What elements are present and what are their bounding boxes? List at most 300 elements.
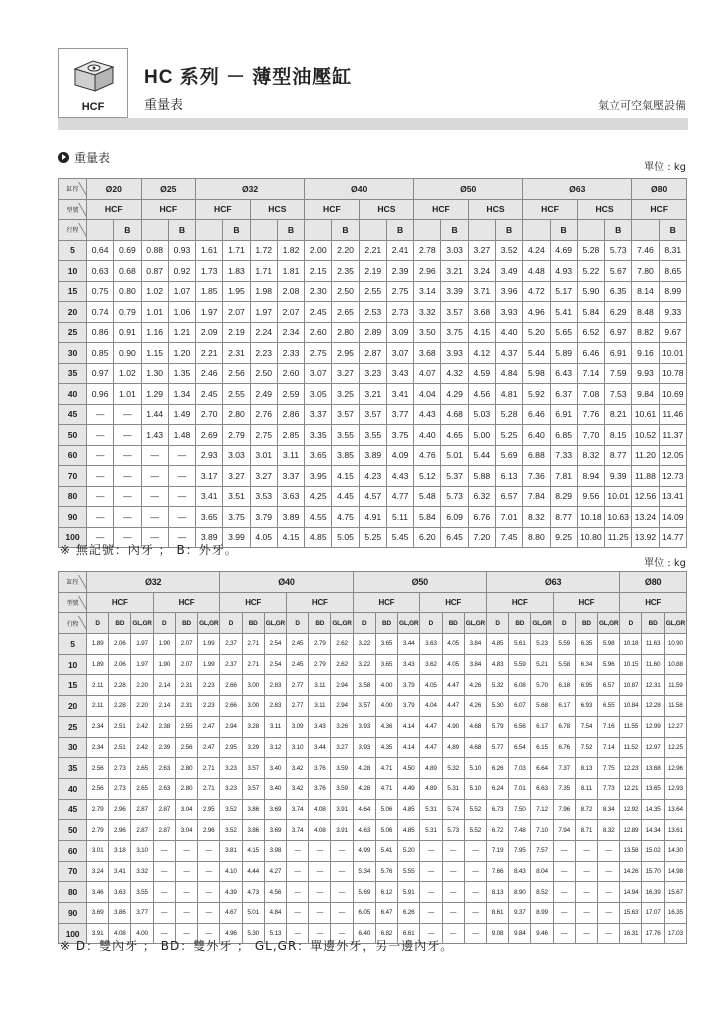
- sub-header: BD: [309, 613, 331, 634]
- weight-cell: 6.55: [598, 696, 620, 717]
- weight-cell: 3.17: [196, 466, 223, 487]
- weight-cell: 15.63: [620, 903, 642, 924]
- weight-cell: 2.34: [87, 716, 109, 737]
- stroke-label: 70: [59, 861, 87, 882]
- weight-cell: 1.06: [168, 302, 195, 323]
- weight-cell: 3.07: [386, 343, 413, 364]
- weight-cell: 2.94: [331, 675, 353, 696]
- type-header: HCF: [87, 592, 154, 613]
- weight-cell: 3.84: [464, 634, 486, 655]
- weight-cell: —: [442, 840, 464, 861]
- weight-cell: 4.56: [264, 882, 286, 903]
- bore-header: Ø80: [632, 179, 687, 200]
- sub-header: [141, 220, 168, 241]
- weight-cell: 2.56: [87, 758, 109, 779]
- stroke-label: 60: [59, 445, 87, 466]
- weight-cell: 2.69: [196, 425, 223, 446]
- weight-cell: 2.73: [109, 758, 131, 779]
- weight-cell: 4.26: [464, 696, 486, 717]
- weight-cell: 4.85: [398, 799, 420, 820]
- weight-cell: 4.47: [442, 675, 464, 696]
- cylinder-icon: [71, 57, 117, 95]
- weight-cell: 16.31: [620, 923, 642, 944]
- weight-cell: 8.99: [531, 903, 553, 924]
- weight-cell: 7.73: [598, 778, 620, 799]
- weight-cell: 8.14: [632, 281, 659, 302]
- table-row: [59, 404, 687, 425]
- weight-cell: 0.90: [114, 343, 141, 364]
- weight-cell: —: [114, 404, 141, 425]
- weight-cell: 5.31: [442, 778, 464, 799]
- weight-cell: 2.87: [131, 820, 153, 841]
- weight-cell: 4.65: [441, 425, 468, 446]
- weight-cell: 10.63: [605, 507, 632, 528]
- weight-cell: 1.73: [196, 261, 223, 282]
- sub-header: B: [223, 220, 250, 241]
- weight-cell: —: [286, 923, 308, 944]
- weight-cell: 2.79: [223, 425, 250, 446]
- weight-cell: 3.39: [441, 281, 468, 302]
- weight-cell: 3.63: [420, 634, 442, 655]
- weight-cell: 3.95: [305, 466, 332, 487]
- weight-cell: 7.08: [577, 384, 604, 405]
- weight-cell: 4.91: [359, 507, 386, 528]
- weight-cell: 0.97: [87, 363, 114, 384]
- weight-cell: 4.56: [468, 384, 495, 405]
- weight-cell: 8.11: [575, 778, 597, 799]
- weight-cell: 14.30: [664, 840, 686, 861]
- weight-cell: 2.93: [196, 445, 223, 466]
- weight-cell: 9.37: [509, 903, 531, 924]
- weight-cell: 12.27: [664, 716, 686, 737]
- weight-cell: 3.86: [109, 903, 131, 924]
- weight-cell: —: [141, 486, 168, 507]
- weight-cell: 3.49: [495, 261, 522, 282]
- weight-cell: 6.46: [577, 343, 604, 364]
- weight-cell: 6.17: [531, 716, 553, 737]
- page-title: HC 系列 － 薄型油壓缸: [144, 67, 353, 88]
- weight-cell: 3.22: [353, 634, 375, 655]
- weight-cell: 6.52: [577, 322, 604, 343]
- weight-cell: 3.93: [441, 343, 468, 364]
- weight-cell: 3.52: [220, 799, 242, 820]
- weight-cell: 5.88: [468, 466, 495, 487]
- weight-cell: 2.07: [175, 634, 197, 655]
- weight-cell: 3.74: [286, 799, 308, 820]
- weight-cell: 8.99: [659, 281, 686, 302]
- weight-cell: 8.43: [509, 861, 531, 882]
- sub-header: D: [153, 613, 175, 634]
- weight-cell: —: [114, 466, 141, 487]
- sub-header: B: [277, 220, 304, 241]
- weight-cell: 3.57: [242, 758, 264, 779]
- weight-cell: 13.24: [632, 507, 659, 528]
- weight-cell: —: [420, 861, 442, 882]
- stroke-label: 25: [59, 322, 87, 343]
- weight-cell: 12.89: [620, 820, 642, 841]
- sub-header: D: [87, 613, 109, 634]
- sub-header: B: [659, 220, 686, 241]
- weight-cell: 8.34: [598, 799, 620, 820]
- type-header: HCF: [353, 592, 420, 613]
- weight-cell: 4.96: [220, 923, 242, 944]
- weight-cell: 1.07: [168, 281, 195, 302]
- table-row: [59, 343, 687, 364]
- sub-header: [196, 220, 223, 241]
- weight-cell: —: [198, 903, 220, 924]
- weight-cell: 7.53: [605, 384, 632, 405]
- weight-cell: —: [198, 840, 220, 861]
- weight-cell: 2.87: [131, 799, 153, 820]
- weight-cell: 2.62: [331, 634, 353, 655]
- weight-cell: 10.15: [620, 654, 642, 675]
- weight-cell: 4.93: [550, 261, 577, 282]
- weight-cell: 4.71: [375, 758, 397, 779]
- weight-cell: 5.44: [523, 343, 550, 364]
- weight-cell: 3.74: [286, 820, 308, 841]
- unit-label: 單位 : kg: [644, 558, 686, 569]
- weight-cell: 2.07: [175, 654, 197, 675]
- weight-cell: 4.15: [277, 527, 304, 548]
- weight-cell: 2.75: [250, 425, 277, 446]
- corner-bore: 缸徑: [59, 179, 87, 200]
- weight-cell: 2.71: [198, 758, 220, 779]
- weight-cell: 5.73: [442, 820, 464, 841]
- weight-cell: —: [553, 840, 575, 861]
- weight-cell: 2.79: [87, 799, 109, 820]
- sub-header: GL,GR: [464, 613, 486, 634]
- stroke-label: 30: [59, 737, 87, 758]
- weight-cell: 5.61: [509, 634, 531, 655]
- weight-cell: —: [114, 507, 141, 528]
- bore-header: Ø32: [196, 179, 305, 200]
- weight-cell: 5.00: [468, 425, 495, 446]
- weight-cell: 2.53: [359, 302, 386, 323]
- weight-cell: —: [331, 923, 353, 944]
- weight-cell: 8.04: [531, 861, 553, 882]
- weight-cell: —: [464, 861, 486, 882]
- weight-cell: 1.20: [168, 343, 195, 364]
- weight-cell: 3.41: [386, 384, 413, 405]
- weight-cell: 4.83: [486, 654, 508, 675]
- weight-cell: 6.47: [375, 903, 397, 924]
- weight-cell: 2.94: [220, 716, 242, 737]
- weight-cell: 5.20: [398, 840, 420, 861]
- weight-cell: 6.95: [575, 675, 597, 696]
- type-header: HCF: [620, 592, 687, 613]
- weight-cell: 6.12: [375, 882, 397, 903]
- weight-cell: 5.69: [495, 445, 522, 466]
- bore-header-row: [59, 179, 687, 200]
- weight-cell: 17.03: [664, 923, 686, 944]
- weight-cell: 4.68: [441, 404, 468, 425]
- weight-cell: 2.80: [223, 404, 250, 425]
- weight-cell: 0.96: [87, 384, 114, 405]
- type-header-row: [59, 199, 687, 220]
- weight-cell: 7.84: [523, 486, 550, 507]
- weight-cell: 5.98: [598, 634, 620, 655]
- weight-cell: 3.57: [441, 302, 468, 323]
- sub-header: D: [620, 613, 642, 634]
- weight-cell: 2.41: [386, 240, 413, 261]
- weight-cell: 3.93: [495, 302, 522, 323]
- weight-cell: 8.71: [575, 820, 597, 841]
- table-row: [59, 486, 687, 507]
- weight-cell: 4.27: [264, 861, 286, 882]
- weight-cell: 3.10: [131, 840, 153, 861]
- weight-cell: 4.35: [375, 737, 397, 758]
- table-row: [59, 322, 687, 343]
- weight-cell: 4.48: [523, 261, 550, 282]
- weight-cell: 1.30: [141, 363, 168, 384]
- weight-cell: 10.01: [605, 486, 632, 507]
- weight-cell: 1.83: [223, 261, 250, 282]
- weight-cell: 2.71: [242, 654, 264, 675]
- weight-cell: 5.13: [264, 923, 286, 944]
- corner-stroke: 行程: [59, 613, 87, 634]
- weight-cell: 6.24: [486, 778, 508, 799]
- table-row: [59, 882, 687, 903]
- weight-cell: 7.45: [495, 527, 522, 548]
- weight-cell: 2.60: [305, 322, 332, 343]
- weight-cell: 3.43: [398, 654, 420, 675]
- weight-cell: 4.84: [495, 363, 522, 384]
- product-logo: [58, 48, 128, 118]
- stroke-label: 15: [59, 281, 87, 302]
- weight-cell: 11.55: [620, 716, 642, 737]
- weight-cell: 2.96: [414, 261, 441, 282]
- sub-header: GL,GR: [131, 613, 153, 634]
- weight-cell: 3.89: [359, 445, 386, 466]
- weight-cell: 2.83: [264, 675, 286, 696]
- weight-cell: 3.55: [359, 425, 386, 446]
- weight-cell: 3.65: [196, 507, 223, 528]
- weight-cell: —: [598, 903, 620, 924]
- weight-cell: 3.77: [131, 903, 153, 924]
- weight-cell: 5.06: [375, 820, 397, 841]
- weight-cell: 1.01: [114, 384, 141, 405]
- weight-cell: 6.15: [531, 737, 553, 758]
- weight-cell: 12.96: [664, 758, 686, 779]
- stroke-label: 90: [59, 903, 87, 924]
- weight-cell: 11.59: [664, 675, 686, 696]
- weight-cell: 3.29: [242, 737, 264, 758]
- weight-cell: 12.73: [659, 466, 686, 487]
- weight-cell: 5.84: [414, 507, 441, 528]
- weight-cell: —: [114, 527, 141, 548]
- weight-cell: 5.37: [441, 466, 468, 487]
- weight-cell: 2.20: [332, 240, 359, 261]
- weight-cell: 3.05: [305, 384, 332, 405]
- type-header: HCS: [468, 199, 523, 220]
- weight-cell: 3.75: [386, 425, 413, 446]
- weight-cell: 6.20: [414, 527, 441, 548]
- weight-cell: —: [553, 861, 575, 882]
- weight-cell: 4.85: [486, 634, 508, 655]
- weight-cell: 0.69: [114, 240, 141, 261]
- weight-cell: 7.14: [598, 737, 620, 758]
- weight-cell: —: [87, 425, 114, 446]
- weight-cell: 3.11: [309, 696, 331, 717]
- weight-cell: 9.39: [605, 466, 632, 487]
- stroke-label: 35: [59, 758, 87, 779]
- weight-cell: —: [331, 861, 353, 882]
- weight-cell: 8.32: [523, 507, 550, 528]
- stroke-label: 100: [59, 923, 87, 944]
- weight-cell: 6.09: [441, 507, 468, 528]
- table-row: [59, 425, 687, 446]
- weight-cell: 4.47: [442, 696, 464, 717]
- weight-cell: 3.93: [353, 737, 375, 758]
- stroke-label: 35: [59, 363, 87, 384]
- weight-cell: —: [575, 840, 597, 861]
- weight-cell: 15.02: [642, 840, 664, 861]
- weight-cell: 5.01: [441, 445, 468, 466]
- weight-cell: 8.29: [550, 486, 577, 507]
- sub-header: B: [605, 220, 632, 241]
- weight-cell: 14.35: [642, 799, 664, 820]
- weight-cell: 4.63: [353, 820, 375, 841]
- weight-cell: 10.18: [577, 507, 604, 528]
- weight-cell: 3.22: [353, 654, 375, 675]
- weight-cell: 5.41: [375, 840, 397, 861]
- table-row: [59, 840, 687, 861]
- weight-cell: 4.29: [441, 384, 468, 405]
- type-header: HCS: [359, 199, 414, 220]
- weight-cell: 3.55: [332, 425, 359, 446]
- weight-cell: 2.33: [277, 343, 304, 364]
- weight-cell: 5.32: [442, 758, 464, 779]
- weight-cell: 8.82: [632, 322, 659, 343]
- weight-cell: 3.35: [305, 425, 332, 446]
- weight-cell: 2.07: [277, 302, 304, 323]
- weight-cell: 1.16: [141, 322, 168, 343]
- weight-cell: 3.86: [242, 820, 264, 841]
- weight-cell: 2.45: [286, 654, 308, 675]
- weight-cell: 2.63: [153, 778, 175, 799]
- sub-header: [250, 220, 277, 241]
- weight-cell: 4.15: [332, 466, 359, 487]
- weight-cell: —: [553, 903, 575, 924]
- weight-cell: —: [420, 840, 442, 861]
- type-header: HCF: [632, 199, 687, 220]
- section-title-text: 重量表: [74, 151, 111, 165]
- weight-cell: 3.12: [264, 737, 286, 758]
- weight-cell: 4.23: [359, 466, 386, 487]
- weight-cell: 2.79: [309, 634, 331, 655]
- weight-cell: 3.21: [441, 261, 468, 282]
- weight-cell: 3.43: [309, 716, 331, 737]
- weight-cell: 3.46: [87, 882, 109, 903]
- weight-cell: 6.29: [605, 302, 632, 323]
- weight-cell: 11.25: [605, 527, 632, 548]
- weight-cell: —: [141, 507, 168, 528]
- weight-cell: 3.00: [242, 696, 264, 717]
- weight-cell: 3.09: [386, 322, 413, 343]
- page-subtitle: 重量表: [144, 98, 184, 113]
- weight-cell: 2.39: [153, 737, 175, 758]
- weight-cell: —: [87, 527, 114, 548]
- weight-cell: 4.99: [353, 840, 375, 861]
- weight-cell: 4.05: [250, 527, 277, 548]
- weight-cell: 8.80: [523, 527, 550, 548]
- weight-cell: —: [286, 903, 308, 924]
- weight-cell: 2.77: [286, 675, 308, 696]
- weight-cell: —: [168, 527, 195, 548]
- weight-cell: 1.01: [141, 302, 168, 323]
- weight-cell: 5.67: [605, 261, 632, 282]
- weight-cell: 2.95: [198, 799, 220, 820]
- weight-cell: 3.01: [250, 445, 277, 466]
- weight-cell: 2.20: [131, 696, 153, 717]
- weight-cell: 1.97: [196, 302, 223, 323]
- weight-cell: 3.69: [264, 799, 286, 820]
- weight-cell: 2.71: [198, 778, 220, 799]
- weight-cell: 2.94: [331, 696, 353, 717]
- weight-cell: 3.21: [359, 384, 386, 405]
- weight-cell: 2.14: [153, 675, 175, 696]
- weight-cell: 3.62: [420, 654, 442, 675]
- weight-cell: 1.35: [168, 363, 195, 384]
- weight-cell: 0.87: [141, 261, 168, 282]
- sub-header: BD: [242, 613, 264, 634]
- weight-cell: 3.79: [398, 675, 420, 696]
- sub-header: B: [441, 220, 468, 241]
- weight-cell: 3.65: [375, 654, 397, 675]
- table-row: [59, 696, 687, 717]
- weight-cell: 4.67: [220, 903, 242, 924]
- weight-cell: 4.69: [550, 240, 577, 261]
- weight-cell: 3.28: [242, 716, 264, 737]
- weight-cell: 2.96: [198, 820, 220, 841]
- weight-cell: 2.21: [359, 240, 386, 261]
- weight-cell: —: [575, 882, 597, 903]
- weight-cell: 2.19: [359, 261, 386, 282]
- sub-header: B: [495, 220, 522, 241]
- weight-cell: 3.63: [109, 882, 131, 903]
- weight-cell: —: [331, 903, 353, 924]
- weight-cell: 0.79: [114, 302, 141, 323]
- weight-cell: 11.46: [659, 404, 686, 425]
- weight-cell: 13.68: [642, 758, 664, 779]
- weight-cell: 8.32: [577, 445, 604, 466]
- weight-cell: —: [598, 840, 620, 861]
- weight-cell: 2.55: [359, 281, 386, 302]
- sub-header: B: [168, 220, 195, 241]
- weight-cell: 3.71: [468, 281, 495, 302]
- weight-cell: 2.07: [223, 302, 250, 323]
- weight-cell: —: [331, 840, 353, 861]
- weight-cell: 2.76: [250, 404, 277, 425]
- weight-cell: 2.80: [175, 778, 197, 799]
- sub-header: GL,GR: [664, 613, 686, 634]
- weight-cell: —: [87, 404, 114, 425]
- weight-cell: 10.80: [577, 527, 604, 548]
- weight-cell: —: [141, 466, 168, 487]
- stroke-label: 100: [59, 527, 87, 548]
- sub-header: BD: [509, 613, 531, 634]
- weight-cell: —: [153, 840, 175, 861]
- weight-cell: 9.08: [486, 923, 508, 944]
- weight-cell: 4.32: [441, 363, 468, 384]
- weight-cell: 0.75: [87, 281, 114, 302]
- table-row: [59, 737, 687, 758]
- weight-cell: 4.90: [442, 716, 464, 737]
- weight-cell: —: [286, 861, 308, 882]
- bore-header: Ø63: [523, 179, 632, 200]
- weight-table-1: [58, 178, 687, 548]
- corner-type: 型號: [59, 199, 87, 220]
